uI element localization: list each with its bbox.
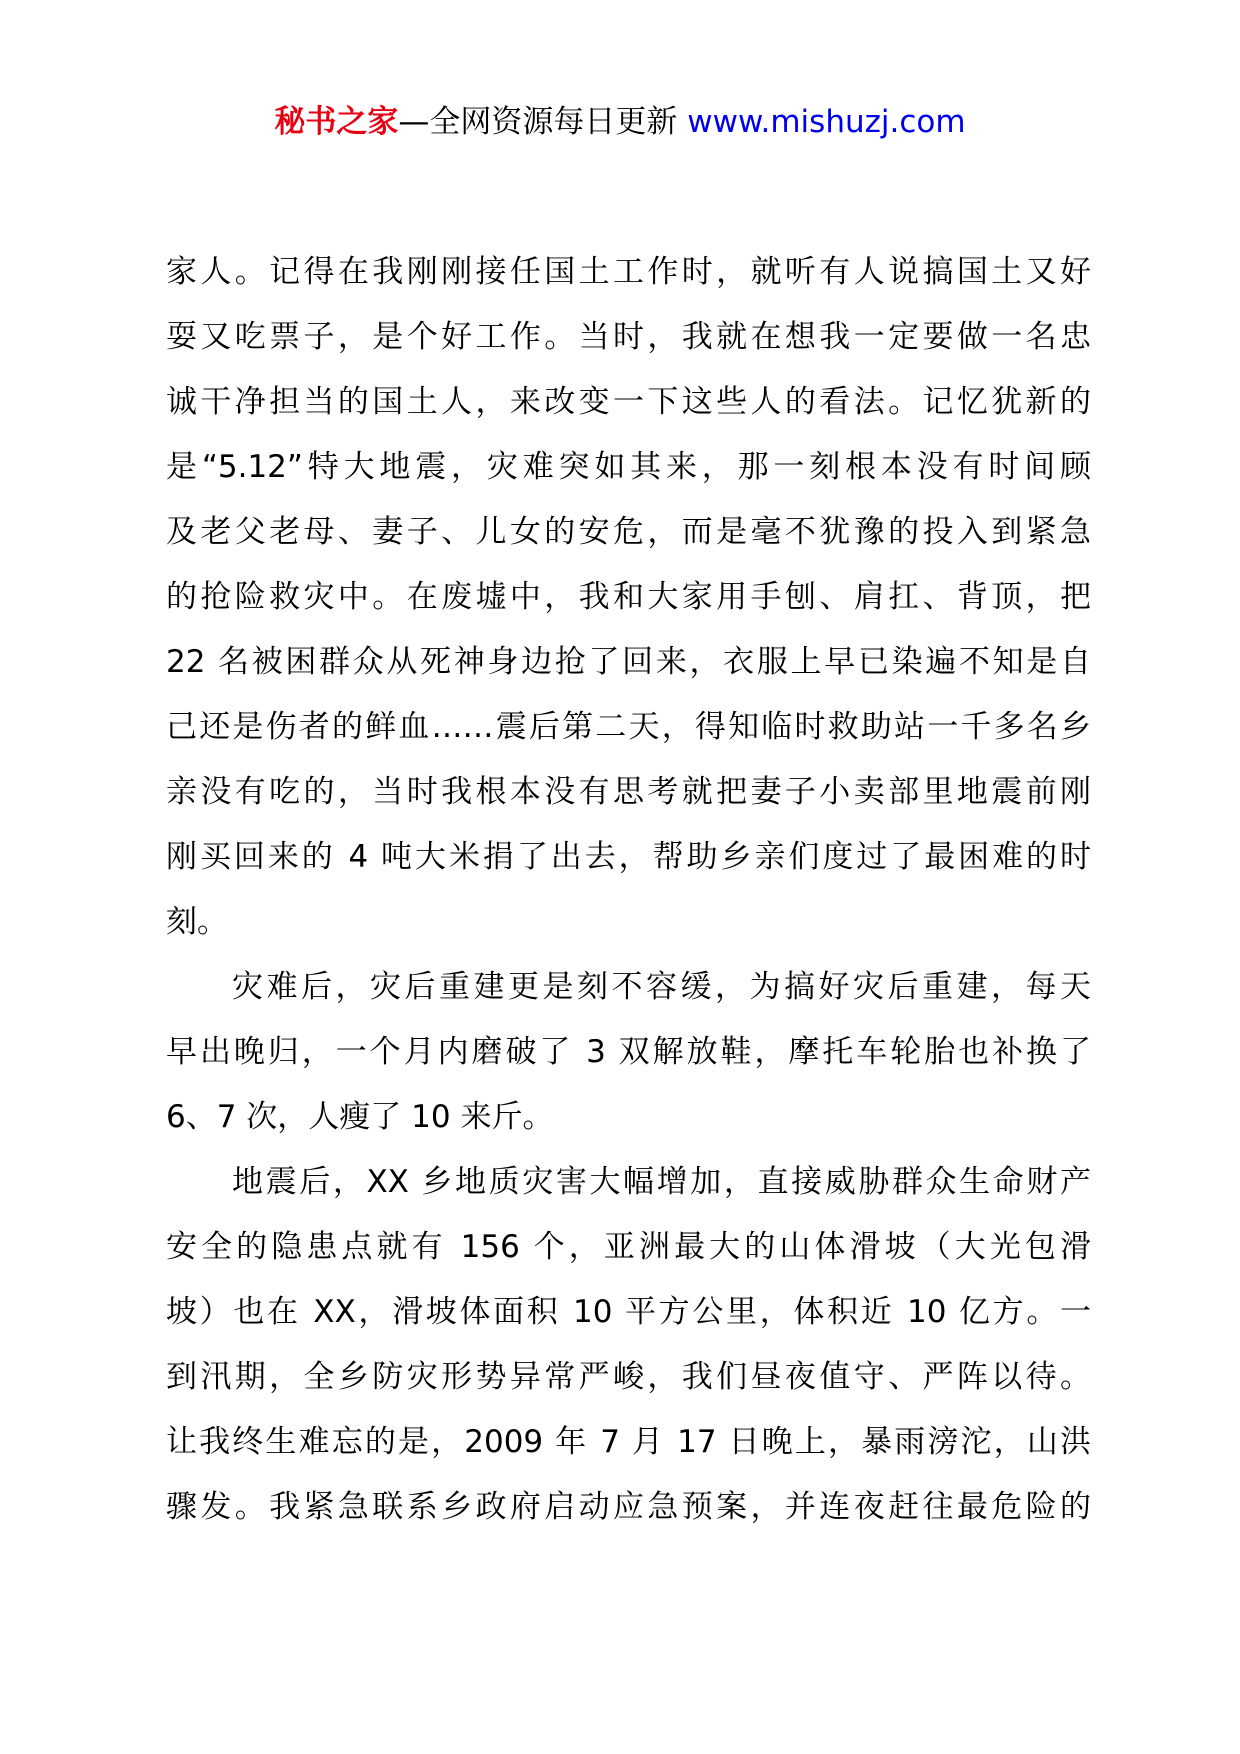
paragraph-first-line: 地震后，XX 乡地质灾害大幅增加，直接威胁群众生命财产: [232, 1164, 1091, 1200]
brand-name: 秘书之家: [274, 104, 399, 140]
text-line: 早出晚归，一个月内磨破了 3 双解放鞋，摩托车轮胎也补换了: [166, 1034, 1091, 1070]
text-line: 耍又吃票子，是个好工作。当时，我就在想我一定要做一名忠: [166, 319, 1091, 355]
text-line: 及老父老母、妻子、儿女的安危，而是毫不犹豫的投入到紧急: [166, 514, 1091, 550]
text-line: 诚干净担当的国土人，来改变一下这些人的看法。记忆犹新的: [166, 384, 1091, 420]
text-line: 刚买回来的 4 吨大米捐了出去，帮助乡亲们度过了最困难的时: [166, 839, 1091, 875]
site-url-link[interactable]: www.mishuzj.com: [687, 104, 966, 140]
text-line: 亲没有吃的，当时我根本没有思考就把妻子小卖部里地震前刚: [166, 774, 1091, 810]
text-line: 22 名被困群众从死神身边抢了回来，衣服上早已染遍不知是自: [166, 644, 1091, 680]
text-line: 己还是伤者的鲜血……震后第二天，得知临时救助站一千多名乡: [166, 709, 1091, 745]
text-line: 骤发。我紧急联系乡政府启动应急预案，并连夜赶往最危险的: [166, 1489, 1091, 1525]
text-line: 安全的隐患点就有 156 个，亚洲最大的山体滑坡（大光包滑: [166, 1229, 1091, 1265]
text-line: 的抢险救灾中。在废墟中，我和大家用手刨、肩扛、背顶，把: [166, 579, 1091, 615]
text-line: 是“5.12”特大地震，灾难突如其来，那一刻根本没有时间顾: [166, 449, 1091, 485]
text-line: 让我终生难忘的是，2009 年 7 月 17 日晚上，暴雨滂沱，山洪: [166, 1424, 1091, 1460]
text-line: 6、7 次，人瘦了 10 来斤。: [166, 1099, 554, 1135]
page-header: [0, 100, 1240, 144]
text-line: 刻。: [166, 904, 228, 940]
header-slogan: —全网资源每日更新: [398, 104, 678, 140]
paragraph-first-line: 灾难后，灾后重建更是刻不容缓，为搞好灾后重建，每天: [232, 969, 1091, 1005]
text-line: 到汛期，全乡防灾形势异常严峻，我们昼夜值守、严阵以待。: [166, 1359, 1091, 1395]
document-body: [166, 240, 1091, 1540]
text-line: 坡）也在 XX，滑坡体面积 10 平方公里，体积近 10 亿方。一: [166, 1294, 1091, 1330]
text-line: 家人。记得在我刚刚接任国土工作时，就听有人说搞国土又好: [166, 254, 1091, 290]
